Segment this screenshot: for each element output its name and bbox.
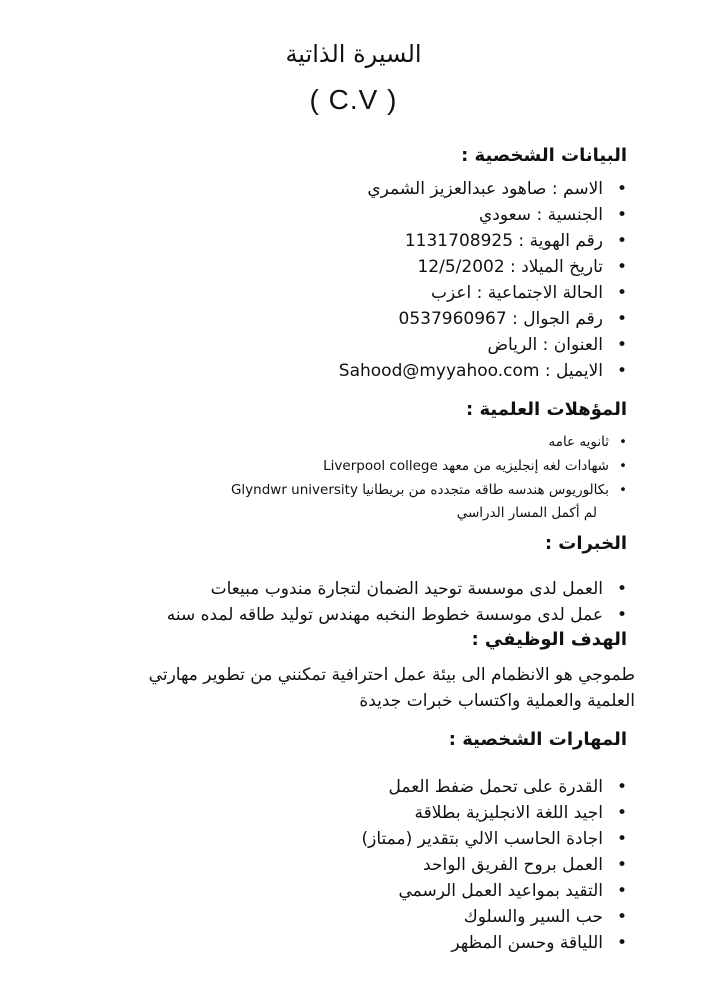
goal-section [120, 628, 627, 652]
qualification-item: • شهادات لغه إنجليزيه من معهد Liverpool college [231, 454, 627, 478]
qualifications-section [231, 398, 627, 524]
personal-info-list [339, 176, 627, 384]
skill-item: • حب السير والسلوك [362, 904, 627, 930]
goal-text: طموجي هو الانظمام الى بيئة عمل احترافية تمكنني من تطوير مهارتي العلمية والعملية واكتساب خبرات جديدة [148, 665, 635, 711]
qualifications-list [231, 430, 627, 502]
skills-section [362, 728, 627, 956]
experience-item: • عمل لدى موسسة خطوط النخبه مهندس توليد طاقه لمده سنه [167, 602, 627, 628]
skill-item: • العمل بروح الفريق الواحد [362, 852, 627, 878]
skill-item: • اجيد اللغة الانجليزية بطلاقة [362, 800, 627, 826]
qualification-item: • ثانويه عامه [231, 430, 627, 454]
personal-phone-item: • رقم الجوال : 0537960967 [339, 306, 627, 332]
personal-birthdate-item: • تاريخ الميلاد : 12/5/2002 [339, 254, 627, 280]
skill-item: • القدرة على تحمل ضفط العمل [362, 774, 627, 800]
personal-info-section [339, 144, 627, 384]
personal-marital-item: • الحالة الاجتماعية : اعزب [339, 280, 627, 306]
skill-item: • اللياقة وحسن المظهر [362, 930, 627, 956]
skills-list [362, 774, 627, 956]
qualifications-heading: المؤهلات العلمية : [465, 399, 627, 420]
personal-id-item: • رقم الهوية : 1131708925 [339, 228, 627, 254]
personal-info-heading: البيانات الشخصية : [461, 145, 627, 166]
skill-item: • التقيد بمواعيد العمل الرسمي [362, 878, 627, 904]
experience-section [167, 532, 627, 628]
goal-heading: الهدف الوظيفي : [471, 629, 627, 650]
qualification-item: • بكالوريوس هندسه طاقه متجدده من بريطانيا Glyndwr university [231, 478, 627, 502]
personal-nationality-item: • الجنسية : سعودي [339, 202, 627, 228]
page-title: السيرة الذاتية [285, 40, 422, 68]
page-subtitle: ( C.V ) [309, 84, 398, 115]
qualification-note: لم أكمل المسار الدراسي [456, 505, 597, 521]
personal-email-item: • الايميل : Sahood@myyahoo.com [339, 358, 627, 384]
experience-heading: الخبرات : [544, 533, 627, 554]
personal-name-item: • الاسم : صاهود عبدالعزيز الشمري [339, 176, 627, 202]
experience-list [167, 576, 627, 628]
experience-item: • العمل لدى موسسة توحيد الضمان لتجارة مندوب مبيعات [167, 576, 627, 602]
skill-item: • اجادة الحاسب الالي بتقدير (ممتاز) [362, 826, 627, 852]
personal-address-item: • العنوان : الرياض [339, 332, 627, 358]
skills-heading: المهارات الشخصية : [448, 729, 627, 750]
